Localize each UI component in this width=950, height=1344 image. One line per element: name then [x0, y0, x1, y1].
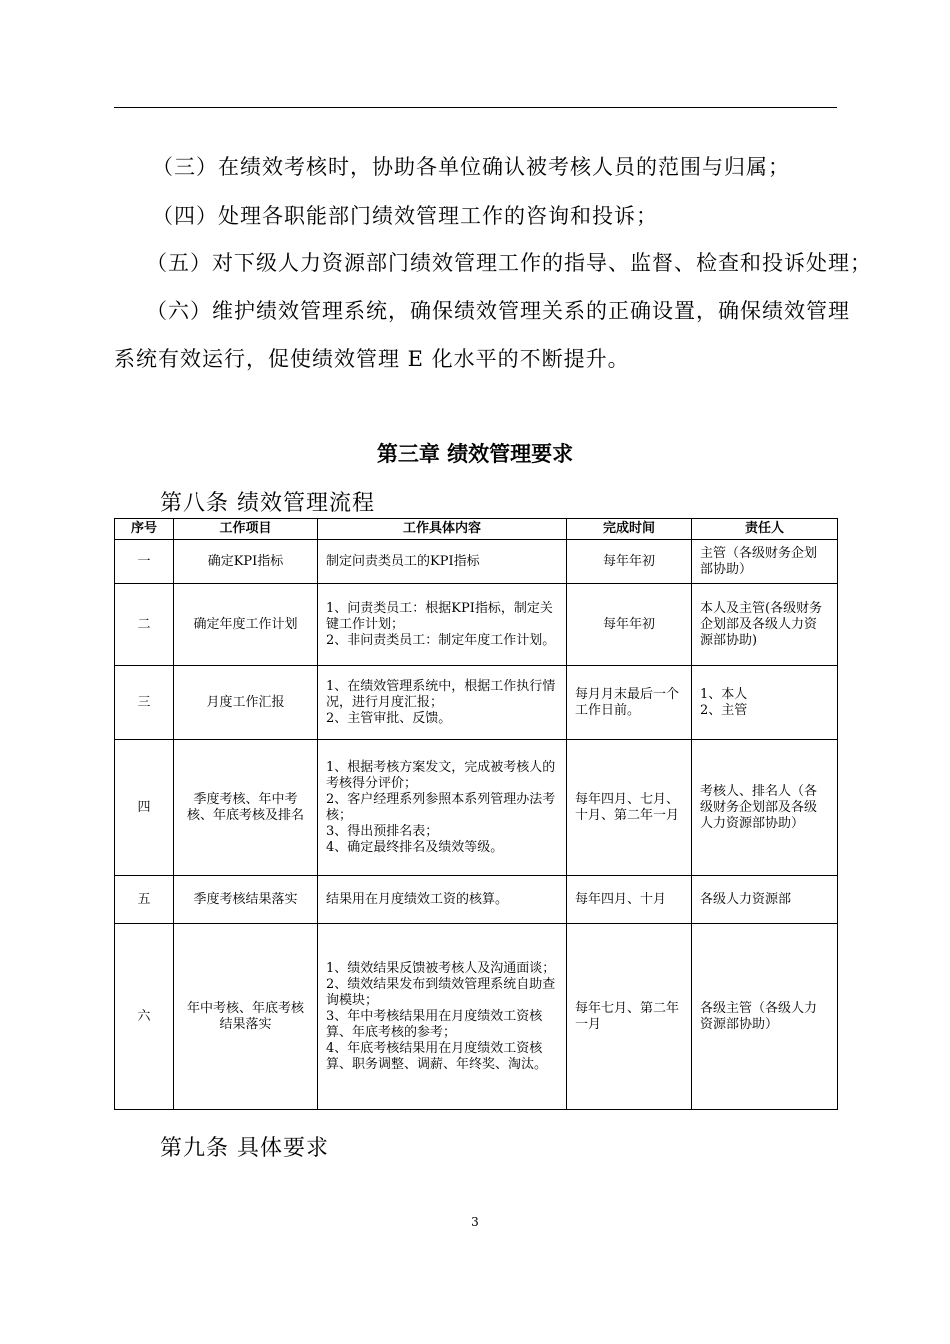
- owner-line: 本人及主管(各级财务企划部及各级人力资源部协助): [700, 600, 823, 648]
- header-content: 工作具体内容: [318, 519, 567, 540]
- content-line: 1、在绩效管理系统中，根据工作执行情况，进行月度汇报；: [326, 678, 556, 710]
- content-line: 3、年中考核结果用在月度绩效工资核算、年底考核的参考；: [326, 1008, 543, 1040]
- paragraph-6-line1: （六）维护绩效管理系统，确保绩效管理关系的正确设置，确保绩效管理: [146, 299, 850, 323]
- article-8-heading: 第八条 绩效管理流程: [160, 491, 375, 516]
- content-line: 1、根据考核方案发文，完成被考核人的考核得分评价；: [326, 759, 556, 791]
- cell-content: [318, 924, 567, 1110]
- header-owner: 责任人: [692, 519, 838, 540]
- process-table: [114, 518, 838, 1110]
- owner-line: 各级主管（各级人力资源部协助）: [700, 1000, 818, 1032]
- header-rule: [114, 107, 837, 108]
- cell-item: 月度工作汇报: [174, 666, 318, 740]
- table-row: [115, 876, 838, 924]
- page-number: 3: [471, 1215, 479, 1229]
- table-row: [115, 540, 838, 584]
- cell-no: 三: [115, 666, 174, 740]
- cell-content: [318, 876, 567, 924]
- cell-owner: [692, 740, 838, 876]
- content-line: 2、绩效结果发布到绩效管理系统自助查询模块；: [326, 976, 556, 1008]
- cell-content: [318, 666, 567, 740]
- paragraph-4: （四）处理各职能部门绩效管理工作的咨询和投诉；: [152, 204, 658, 228]
- table-row: [115, 584, 838, 666]
- paragraph-3: （三）在绩效考核时，协助各单位确认被考核人员的范围与归属；: [152, 155, 790, 179]
- cell-item: 季度考核、年中考核、年底考核及排名: [174, 740, 318, 876]
- cell-item: 季度考核结果落实: [174, 876, 318, 924]
- cell-item: 年中考核、年底考核结果落实: [174, 924, 318, 1110]
- header-no: 序号: [115, 519, 174, 540]
- cell-content: [318, 540, 567, 584]
- cell-no: 一: [115, 540, 174, 584]
- cell-no: 二: [115, 584, 174, 666]
- table-row: [115, 666, 838, 740]
- cell-time: 每月月末最后一个工作日前。: [567, 666, 692, 740]
- cell-no: 四: [115, 740, 174, 876]
- content-line: 4、确定最终排名及绩效等级。: [326, 839, 504, 855]
- cell-content: [318, 584, 567, 666]
- chapter-title: 第三章 绩效管理要求: [376, 442, 574, 466]
- cell-owner: [692, 876, 838, 924]
- content-line: 4、年底考核结果用在月度绩效工资核算、职务调整、调薪、年终奖、淘汰。: [326, 1040, 548, 1072]
- content-line: 1、问责类员工：根据KPI指标，制定关键工作计划；: [326, 600, 553, 632]
- owner-line: 各级人力资源部: [700, 891, 792, 907]
- content-line: 结果用在月度绩效工资的核算。: [326, 891, 509, 907]
- owner-line: 2、主管: [700, 702, 748, 718]
- cell-time: 每年年初: [567, 584, 692, 666]
- content-line: 2、非问责类员工：制定年度工作计划。: [326, 632, 556, 648]
- cell-item: 确定KPI指标: [174, 540, 318, 584]
- cell-item: 确定年度工作计划: [174, 584, 318, 666]
- content-line: 3、得出预排名表；: [326, 823, 439, 839]
- paragraph-6-line2: 系统有效运行，促使绩效管理 E 化水平的不断提升。: [114, 347, 630, 371]
- owner-line: 考核人、排名人（各级财务企划部及各级人力资源部协助）: [700, 783, 818, 831]
- cell-time: 每年七月、第二年一月: [567, 924, 692, 1110]
- article-9-heading: 第九条 具体要求: [160, 1136, 329, 1161]
- cell-owner: [692, 666, 838, 740]
- content-line: 1、绩效结果反馈被考核人及沟通面谈；: [326, 960, 556, 976]
- table-header-row: [115, 519, 838, 540]
- cell-no: 五: [115, 876, 174, 924]
- content-line: 制定问责类员工的KPI指标: [326, 553, 480, 569]
- owner-line: 1、本人: [700, 686, 748, 702]
- table-row: [115, 740, 838, 876]
- cell-no: 六: [115, 924, 174, 1110]
- cell-time: 每年四月、十月: [567, 876, 692, 924]
- cell-owner: [692, 540, 838, 584]
- content-line: 2、客户经理系列参照本系列管理办法考核；: [326, 791, 556, 823]
- header-time: 完成时间: [567, 519, 692, 540]
- owner-line: 主管（各级财务企划部协助）: [700, 545, 818, 577]
- cell-time: 每年年初: [567, 540, 692, 584]
- cell-content: [318, 740, 567, 876]
- paragraph-5: （五）对下级人力资源部门绩效管理工作的指导、监督、检查和投诉处理；: [146, 251, 872, 275]
- content-line: 2、主管审批、反馈。: [326, 710, 452, 726]
- cell-owner: [692, 584, 838, 666]
- cell-time: 每年四月、七月、十月、第二年一月: [567, 740, 692, 876]
- cell-owner: [692, 924, 838, 1110]
- table-row: [115, 924, 838, 1110]
- header-item: 工作项目: [174, 519, 318, 540]
